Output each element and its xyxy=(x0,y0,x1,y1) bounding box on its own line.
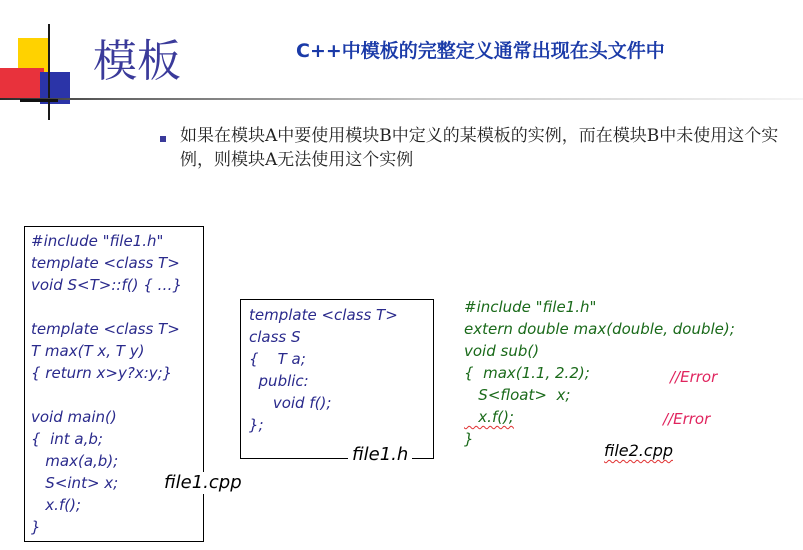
code-line: } xyxy=(464,430,474,448)
code-line: void sub() xyxy=(464,342,540,360)
bullet-icon xyxy=(160,136,166,142)
bullet-text: 如果在模块A中要使用模块B中定义的某模板的实例，而在模块B中未使用这个实例，则模块A无法使用这个实例 xyxy=(180,126,779,170)
code-line: x.f(); xyxy=(464,408,514,426)
error-comment-2: //Error xyxy=(663,410,711,428)
header-divider xyxy=(0,98,803,100)
file1-h-label: file1.h xyxy=(348,444,412,466)
file2-cpp-label: file2.cpp xyxy=(600,440,677,462)
slide-subtitle: C++中模板的完整定义通常出现在头文件中 xyxy=(296,40,665,62)
logo-horizontal-line xyxy=(20,99,58,102)
code-line: S<float> x; xyxy=(464,386,571,404)
file1-h-code: template <class T> class S { T a; public: void f(); }; xyxy=(249,306,398,434)
code-line: #include "file1.h" xyxy=(464,298,597,316)
file1-cpp-label: file1.cpp xyxy=(160,472,246,494)
code-line: { max(1.1, 2.2); xyxy=(464,364,590,382)
slide-title: 模板 xyxy=(93,36,181,87)
logo-vertical-line xyxy=(48,24,50,120)
file1-cpp-code: #include "file1.h" template <class T> void S<T>::f() { …} template <class T> T max(T x, T y) { return x>y?x:y;} void main() { int a,b; max(a,b); S<int> x; x.f(); } xyxy=(31,232,183,536)
logo-red-square xyxy=(0,68,44,100)
code-line: extern double max(double, double); xyxy=(464,320,735,338)
error-comment-1: //Error xyxy=(670,368,718,386)
